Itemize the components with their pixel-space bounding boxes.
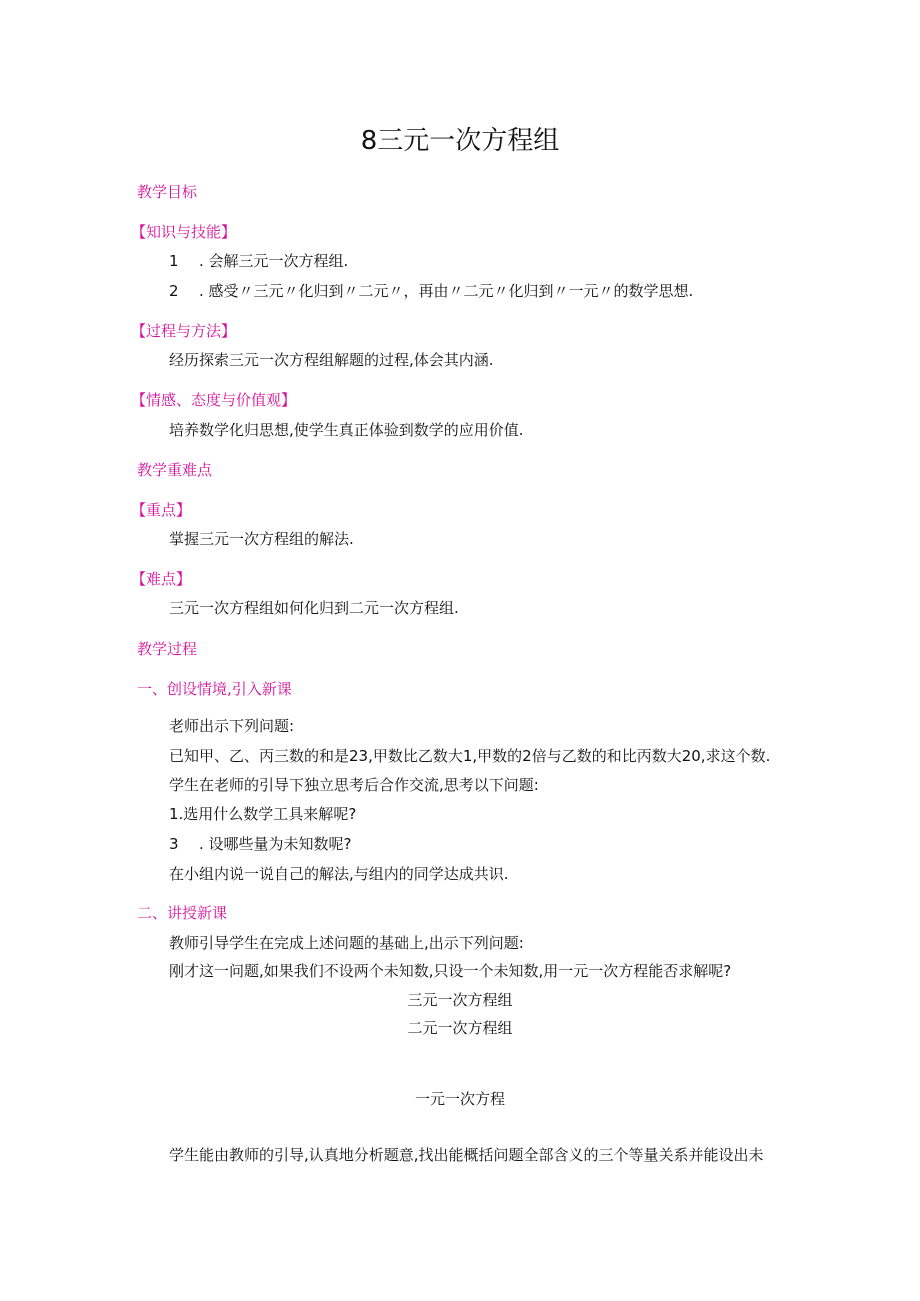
difficult-point-heading: 【难点】 [131, 570, 192, 588]
chain-step-2: 二元一次方程组 [407, 1019, 513, 1037]
key-point-text: 掌握三元一次方程组的解法. [169, 530, 354, 548]
page-title: 8三元一次方程组 [360, 126, 560, 156]
part1-line-last: 在小组内说一说自己的解法,与组内的同学达成共识. [169, 865, 509, 883]
part2-line-1: 教师引导学生在完成上述问题的基础上,出示下列问题: [169, 934, 524, 952]
list-text: . 设哪些量为未知数呢? [199, 835, 352, 853]
difficult-point-text: 三元一次方程组如何化归到二元一次方程组. [169, 599, 459, 617]
knowledge-item-1 [169, 251, 348, 271]
part1-line-2: 已知甲、乙、丙三数的和是23,甲数比乙数大1,甲数的2倍与乙数的和比丙数大20,求这个数. [169, 747, 771, 765]
part2-line-2: 刚才这一问题,如果我们不设两个未知数,只设一个未知数,用一元一次方程能否求解呢? [169, 962, 732, 980]
part1-line-1: 老师出示下列问题: [169, 717, 295, 735]
part2-heading: 二、讲授新课 [137, 904, 228, 922]
list-number: 1 [169, 252, 179, 270]
knowledge-item-2 [169, 281, 693, 301]
list-number: 2 [169, 282, 179, 300]
key-difficult-heading: 教学重难点 [137, 461, 213, 479]
process-method-text: 经历探索三元一次方程组解题的过程,体会其内涵. [169, 351, 494, 369]
list-number: 3 [169, 835, 179, 853]
chain-step-3: 一元一次方程 [414, 1090, 505, 1108]
chain-step-1: 三元一次方程组 [407, 991, 513, 1009]
knowledge-skills-heading: 【知识与技能】 [131, 223, 237, 241]
key-point-heading: 【重点】 [131, 501, 192, 519]
teaching-goals-heading: 教学目标 [137, 183, 198, 201]
part1-line-4: 1.选用什么数学工具来解呢? [169, 805, 357, 823]
part1-line-3: 学生在老师的引导下独立思考后合作交流,思考以下问题: [169, 776, 539, 794]
list-text: . 会解三元一次方程组. [199, 252, 349, 270]
part1-heading: 一、创设情境,引入新课 [137, 680, 292, 698]
part1-item-3 [169, 834, 352, 854]
emotion-values-text: 培养数学化归思想,使学生真正体验到数学的应用价值. [169, 421, 524, 439]
final-paragraph-line: 学生能由教师的引导,认真地分析题意,找出能概括问题全部含义的三个等量关系并能设出未 [169, 1146, 764, 1164]
teaching-process-heading: 教学过程 [137, 640, 198, 658]
emotion-values-heading: 【情感、态度与价值观】 [131, 391, 297, 409]
list-text: . 感受〃三元〃化归到〃二元〃，再由〃二元〃化归到〃一元〃的数学思想. [199, 282, 694, 300]
process-method-heading: 【过程与方法】 [131, 322, 237, 340]
